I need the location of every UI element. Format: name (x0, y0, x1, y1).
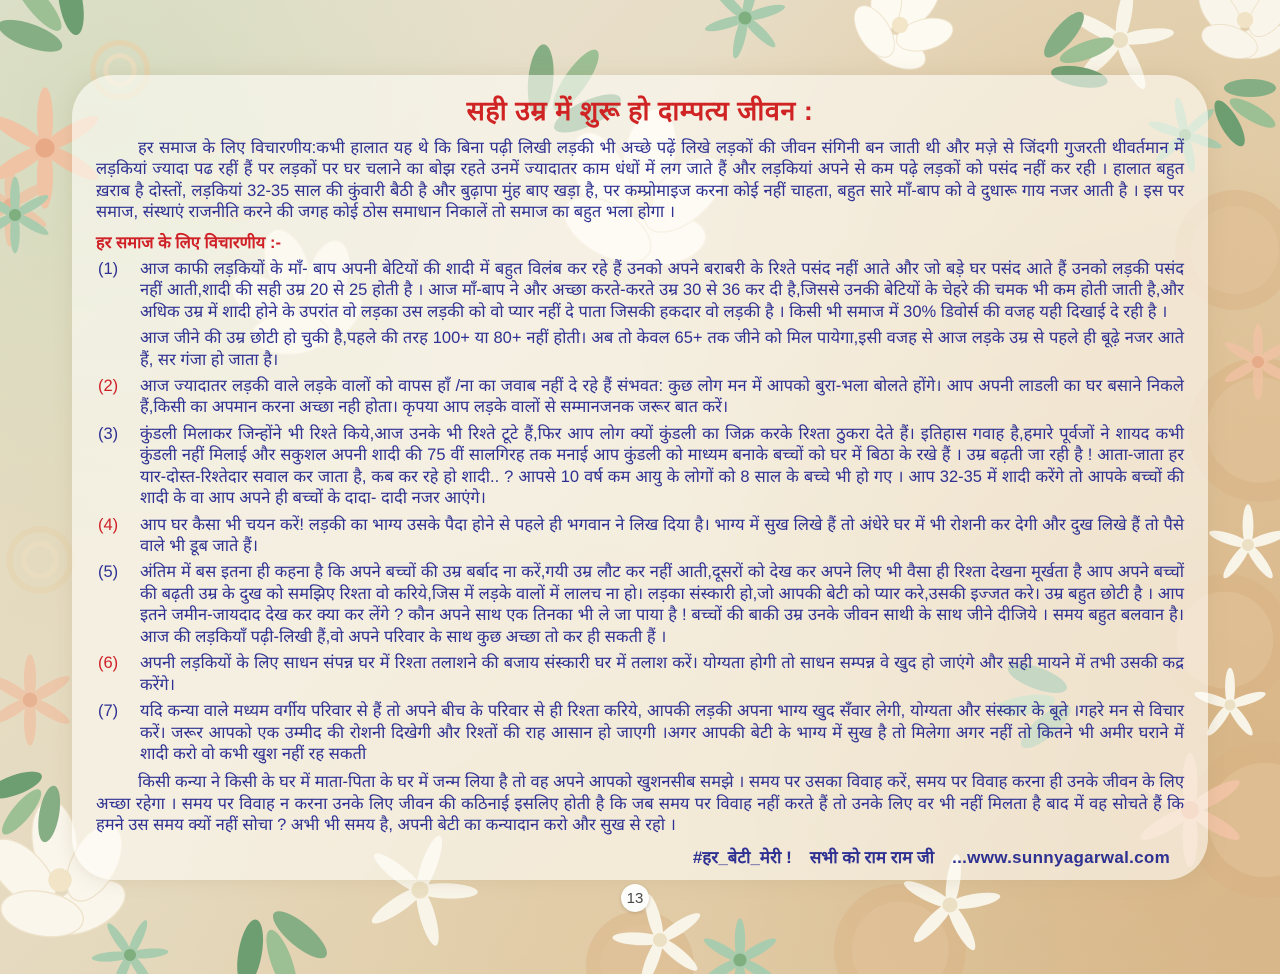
advice-list (96, 259, 1184, 766)
item-number: (5) (98, 563, 119, 582)
list-item-7 (96, 701, 1184, 765)
footer-website-text: ...www.sunnyagarwal.com (952, 847, 1170, 867)
closing-paragraph: किसी कन्या ने किसी के घर में माता-पिता के घर में जन्म लिया है तो वह अपने आपको खुशनसीब समझे । समय पर उसका विवाह करें, समय पर विवाह करना ही उनके जीवन के लिए अच्छा रहेगा । समय पर विवाह न करना उनके लिए जीवन की कठिनाई इसलिए होती है कि जब समय पर विवाह नहीं करते हैं तो उनके लिए वर भी नहीं मिलता है बाद में वह सोचते हैं कि हमने उस समय क्यों नहीं सोचा ? अभी भी समय है, अपनी बेटी का कन्यादान करो और सुख से रहो । (96, 773, 1184, 835)
item-paragraph: अपनी लड़कियों के लिए साधन संपन्न घर में रिश्ता तलाशने की बजाय संस्कारी घर में तलाश करें। योग्यता होगी तो साधन सम्पन्न वे खुद हो जाएंगे और सही मायने में तभी उसकी कद्र करेंगे। (140, 654, 1184, 694)
footer-line (96, 845, 1184, 868)
item-number: (6) (98, 654, 119, 673)
content-panel (72, 75, 1208, 880)
list-item-4 (96, 515, 1184, 558)
item-paragraph: यदि कन्या वाले मध्यम वर्गीय परिवार से हैं तो अपने बीच के परिवार से ही रिश्ता करिये, आपकी लड़की अपना भाग्य खुद सँवार लेगी, योग्यता और संस्कार के बूते ।गहरे मन से विचार करें। जरूर आपको एक उम्मीद की रोशनी दिखेगी और रिश्तों की राह आसान हो जाएगी ।अगर आपकी बेटी के भाग्य में सुख है तो मिलेगा अगर नहीं तो कितने भी अमीर घराने में शादी करो वो कभी खुश नहीं रह सकती (140, 702, 1184, 763)
item-paragraph: आज जीने की उम्र छोटी हो चुकी है,पहले की तरह 100+ या 80+ नहीं होती। अब तो केवल 65+ तक जीने को मिल पायेगा,इसी वजह से आज लड़के उम्र से पहले ही बूढ़े नजर आते हैं, सर गंजा हो जाता है। (140, 329, 1184, 369)
list-item-5 (96, 562, 1184, 648)
item-number: (4) (98, 515, 119, 534)
item-paragraph: अंतिम में बस इतना ही कहना है कि अपने बच्चों की उम्र बर्बाद ना करें,गयी उम्र लौट कर नहीं आती,दूसरों को देख कर अपने लिए भी वैसा ही रिश्ता देखना मूर्खता है आप अपने बच्चों की बढ़ती उम्र के दुख को समझिए रिश्ता वो करिये,जिस में लड़के वालों में लालच ना हो। लड़का संस्कारी हो,जो आपकी बेटी को प्यार करे,उसकी इज्जत करे। उम्र बहुत छोटी है । आप इतने जमीन-जायदाद देख कर क्या कर लेंगे ? कौन अपने साथ एक तिनका भी ले जा पाया है ! बच्चों की बाकी उम्र उनके जीवन साथी के साथ जीने दीजिये । समय बहुत बलवान है। आज की लड़कियाँ पढ़ी-लिखी हैं,वो अपने परिवार के साथ कुछ अच्छा तो कर ही सकती हैं । (140, 563, 1184, 646)
list-item-3 (96, 424, 1184, 510)
item-number: (3) (98, 424, 119, 443)
item-number: (7) (98, 702, 119, 721)
item-paragraph: कुंडली मिलाकर जिन्होंने भी रिश्ते किये,आज उनके भी रिश्ते टूटे हैं,फिर आप लोग क्यों कुंडली का जिक्र करके रिश्ता ठुकरा देते हैं। इतिहास गवाह है,हमारे पूर्वजों ने शायद कभी कुंडली नहीं मिलाई और सकुशल अपनी शादी की 75 वीं सालगिरह तक मनाई आप कुंडली को माध्यम बनाके बच्चों को घर में बिठा के रखे हैं । उम्र बढ़ती जा रही है ! आता-जाता हर यार-दोस्त-रिश्तेदार सवाल कर जाता है, कब कर रहे हो शादी.. ? आपसे 10 वर्ष कम आयु के लोगों को 8 साल के बच्चे भी हो गए । आप 32-35 में शादी करेंगे तो आपके बच्चों की शादी के वा आप अपने ही बच्चों के दादा- दादी नजर आएंगे। (140, 424, 1184, 508)
item-paragraph: आप घर कैसा भी चयन करें! लड़की का भाग्य उसके पैदा होने से पहले ही भगवान ने लिख दिया है। भाग्य में सुख लिखे हैं तो अंधेरे घर में भी रोशनी कर देगी और दुख लिखे हैं तो पैसे वाले भी डूब जाते हैं। (140, 515, 1184, 555)
item-number: (1) (98, 259, 119, 278)
footer-hashtag: #हर_बेटी_मेरी ! (692, 847, 792, 867)
item-paragraph: आज काफी लड़कियों के माँ- बाप अपनी बेटियों की शादी में बहुत विलंब कर रहे हैं उनको अपने बराबरी के रिश्ते पसंद नहीं आते और जो बड़े घर पसंद आते हैं उनको लड़की पसंद नहीं आती,शादी की सही उम्र 20 से 25 होती है । आज माँ-बाप ने और अच्छा करते-करते उम्र 30 से 36 कर दी है,जिससे उनकी बेटियों के चेहरे की चमक भी कम होती जाती है,और अधिक उम्र में शादी होने के उपरांत वो लड़का उस लड़की को वो प्यार नहीं दे पाता जिसकी हकदार वो लड़की है । किसी भी समाज में 30% डिवोर्स की वजह यही दिखाई दे रही है । (140, 259, 1184, 321)
footer-greeting: सभी को राम राम जी (809, 847, 935, 867)
list-item-2 (96, 376, 1184, 419)
page-number: 13 (621, 884, 649, 912)
intro-paragraph: हर समाज के लिए विचारणीय:कभी हालात यह थे कि बिना पढ़ी लिखी लड़की भी अच्छे पढ़ें लिखे लड़कों की जीवन संगिनी बन जाती थी और मज़े से जिंदगी गुजरती थीवर्तमान में लड़कियां ज्यादा पढ रहीं हैं पर लड़कों पर घर चलाने का बोझ रहते उनमें ज्यादातर काम धंधों में लग जाते हैं और लड़कियां अपने से कम पढ़े लड़कों को पसंद नहीं कर रही । हालात बहुत ख़राब है दोस्तों, लड़कियां 32-35 साल की कुंवारी बैठी है और बुढ़ापा मुंह बाए खड़ा है, पर कम्प्रोमाइज करना कोई नहीं चाहता, बहुत सारे माँ-बाप को वे दुधारू गाय नजर आती है । इस पर समाज, संस्थाएं राजनीति करने की जगह कोई ठोस समाधान निकालें तो समाज का बहुत भला होगा । (96, 139, 1184, 222)
list-item-1 (96, 259, 1184, 371)
page-title: सही उम्र में शुरू हो दाम्पत्य जीवन : (466, 96, 814, 126)
item-paragraph: आज ज्यादातर लड़की वाले लड़के वालों को वापस हाँ /ना का जवाब नहीं दे रहे हैं संभवत: कुछ लोग मन में आपको बुरा-भला बोलते होंगे। आप अपनी लाडली का घर बसाने निकले हैं,किसी का अपमान करना अच्छा नही होता। कृपया आप लड़के वालों से सम्मानजनक जरूर बात करें। (140, 376, 1184, 417)
item-number: (2) (98, 376, 119, 395)
section-heading: हर समाज के लिए विचारणीय :- (96, 233, 281, 252)
list-item-6 (96, 653, 1184, 696)
